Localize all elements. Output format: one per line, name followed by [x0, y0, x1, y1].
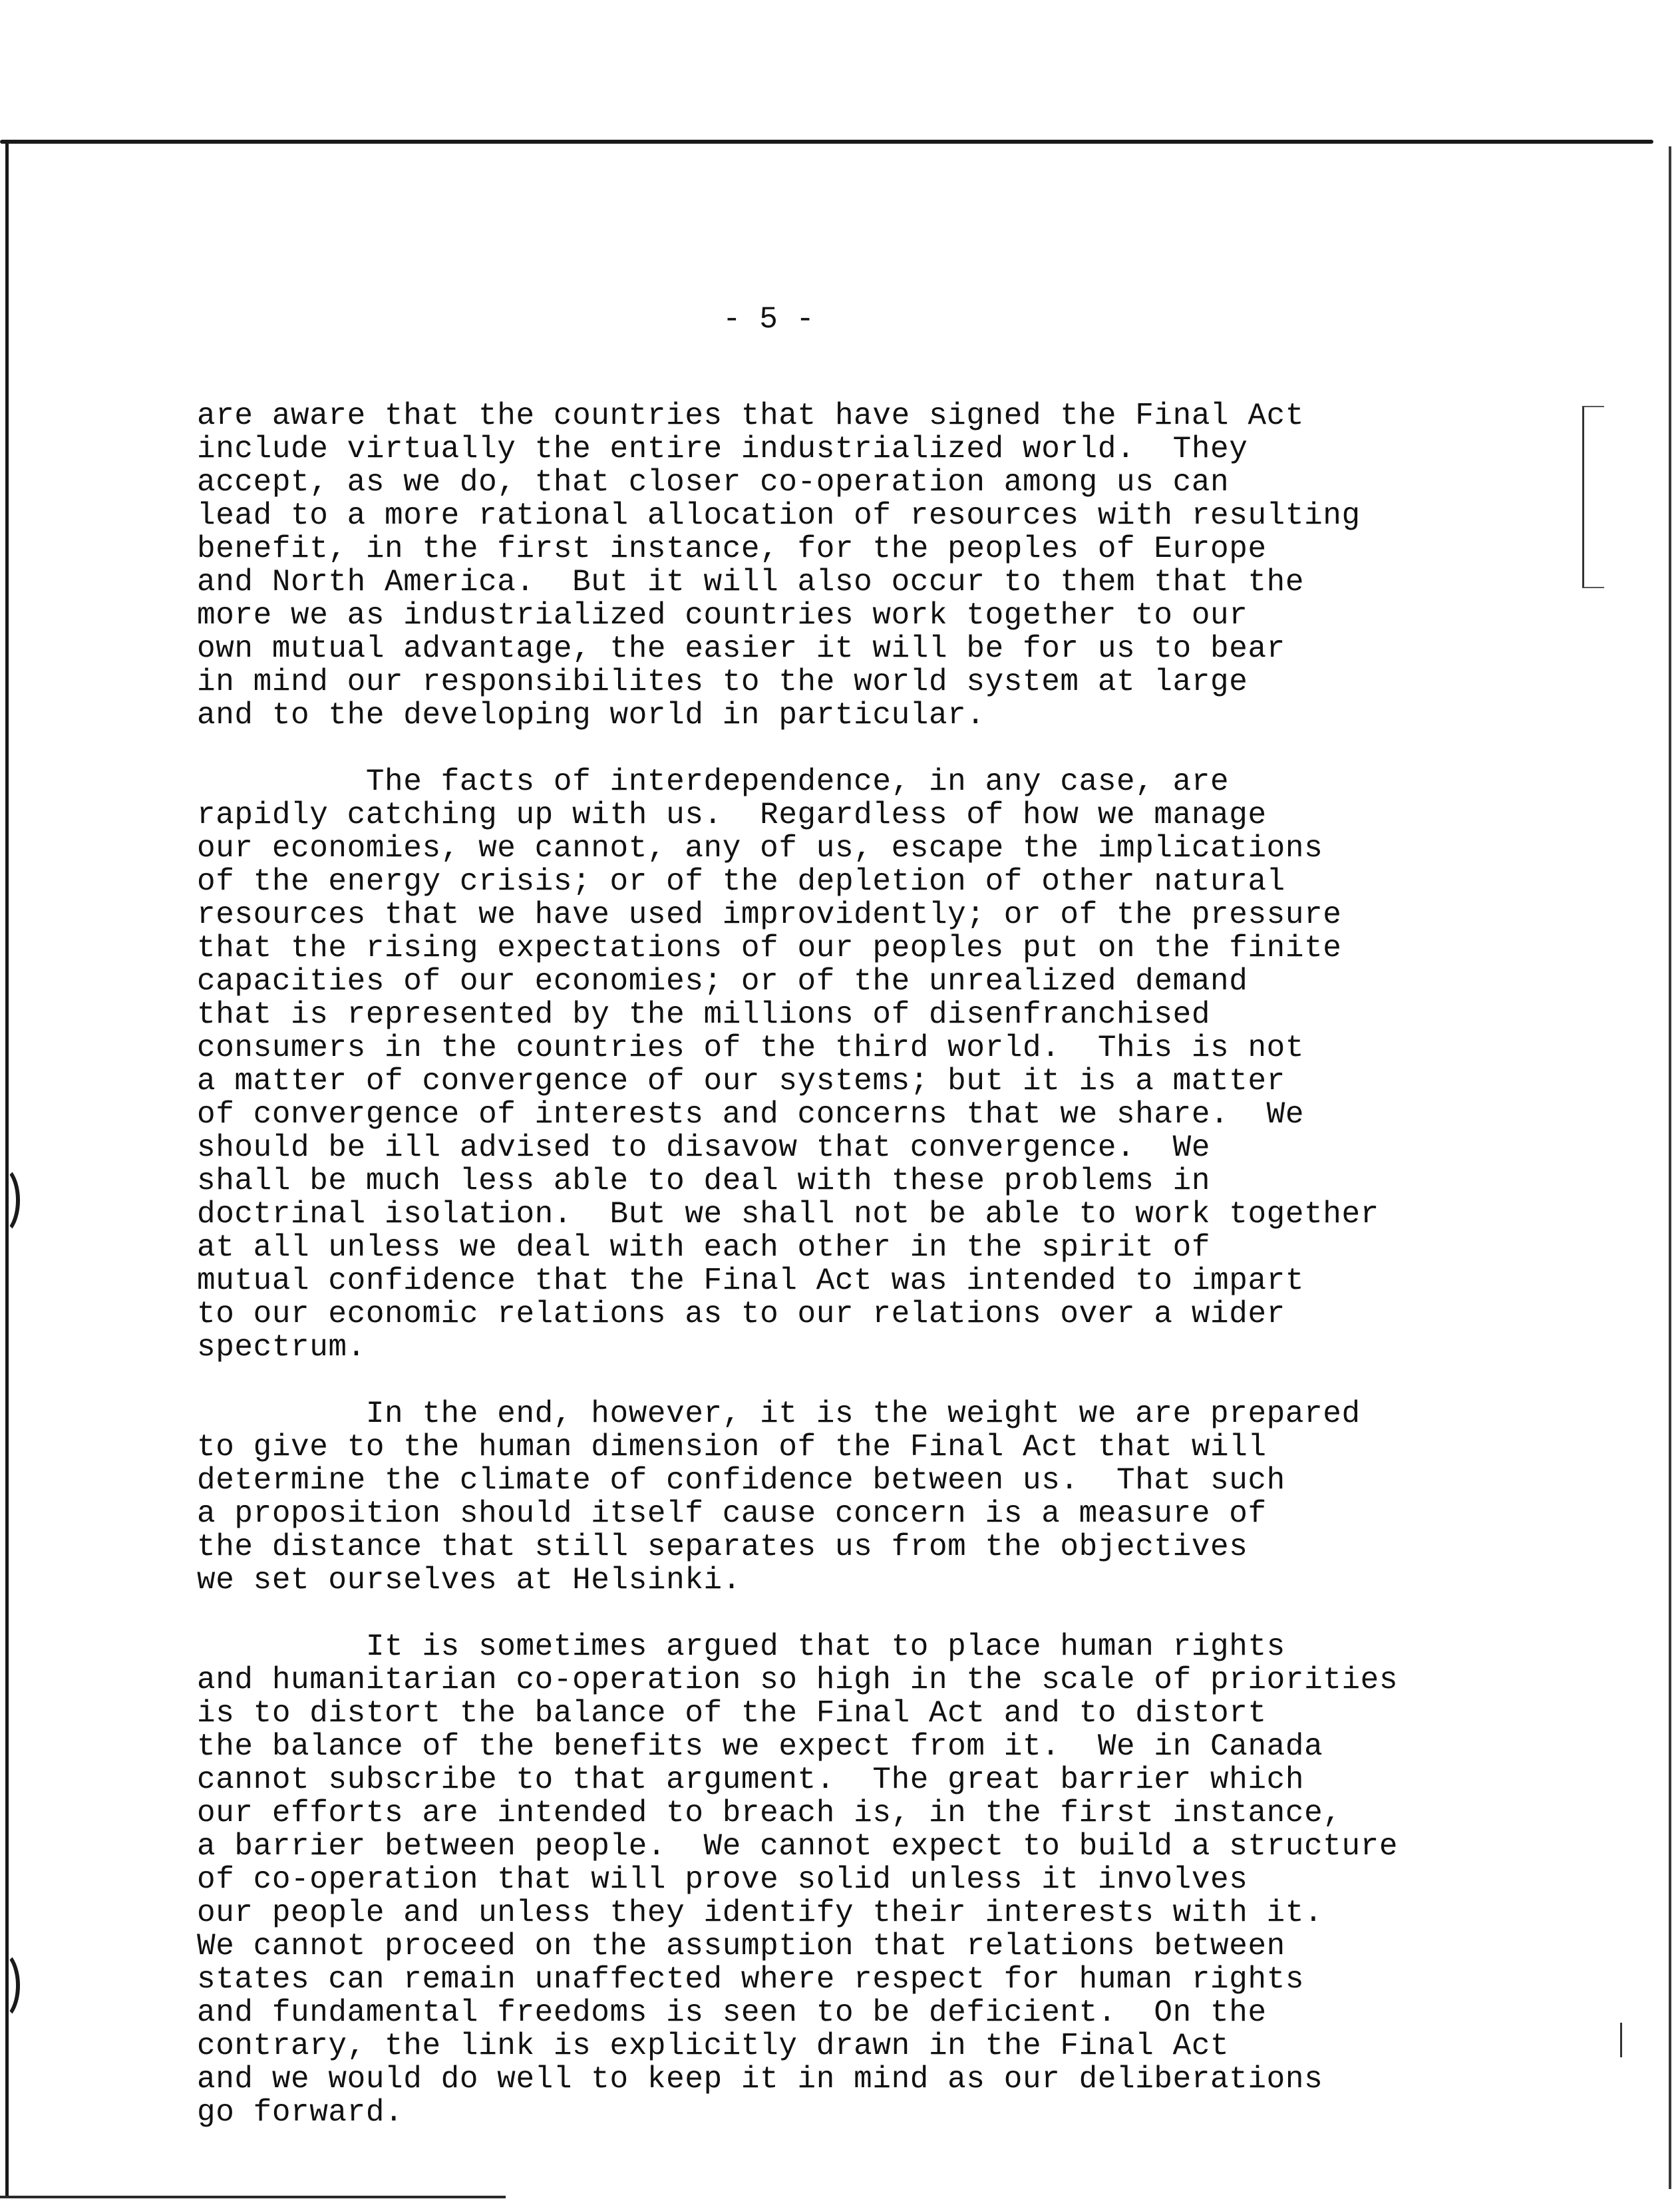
text-line: go forward.	[197, 2095, 404, 2130]
text-line: own mutual advantage, the easier it will be for us to bear	[197, 631, 1285, 666]
text-line: benefit, in the first instance, for the peoples of Europe	[197, 532, 1267, 566]
text-line: that the rising expectations of our peoples put on the finite	[197, 931, 1342, 965]
paragraph	[197, 1630, 1528, 2129]
text-line: and fundamental freedoms is seen to be deficient. On the	[197, 1995, 1267, 2030]
text-line: accept, as we do, that closer co-operation among us can	[197, 465, 1230, 500]
text-line: of convergence of interests and concerns that we share. We	[197, 1097, 1305, 1132]
scan-border-bottom	[0, 2196, 506, 2198]
text-line: a barrier between people. We cannot expect to build a structure	[197, 1829, 1399, 1864]
text-line: a matter of convergence of our systems; but it is a matter	[197, 1064, 1285, 1099]
text-line: that is represented by the millions of disenfranchised	[197, 997, 1211, 1032]
text-line: our efforts are intended to breach is, in the first instance,	[197, 1796, 1342, 1830]
text-line: contrary, the link is explicitly drawn in the Final Act	[197, 2029, 1230, 2063]
document-body	[197, 399, 1528, 2162]
paragraph	[197, 765, 1528, 1364]
margin-tick-mark	[1620, 2023, 1622, 2057]
text-line: resources that we have used improvidently; or of the pressure	[197, 898, 1342, 932]
text-line: shall be much less able to deal with these problems in	[197, 1164, 1211, 1198]
text-line: and North America. But it will also occur to them that the	[197, 565, 1305, 599]
binder-hole-mark	[0, 1164, 20, 1236]
text-line: and we would do well to keep it in mind as our deliberations	[197, 2062, 1323, 2097]
text-line: capacities of our economies; or of the unrealized demand	[197, 964, 1248, 999]
text-line: the distance that still separates us from the objectives	[197, 1530, 1248, 1564]
text-line: are aware that the countries that have signed the Final Act	[197, 399, 1305, 433]
scan-border-right	[1669, 146, 1671, 2189]
text-line: consumers in the countries of the third world. This is not	[197, 1031, 1305, 1065]
text-line: and to the developing world in particular.	[197, 698, 985, 733]
margin-bracket-mark	[1582, 406, 1604, 588]
text-line: the balance of the benefits we expect from it. We in Canada	[197, 1729, 1323, 1764]
text-line: is to distort the balance of the Final Act and to distort	[197, 1696, 1267, 1731]
text-line: states can remain unaffected where respect for human rights	[197, 1962, 1305, 1997]
text-line: and humanitarian co-operation so high in the scale of priorities	[197, 1663, 1399, 1697]
text-line: our economies, we cannot, any of us, escape the implications	[197, 831, 1323, 866]
scan-border-top	[0, 140, 1653, 144]
text-line: of the energy crisis; or of the depletion of other natural	[197, 864, 1285, 899]
text-line: In the end, however, it is the weight we are prepared	[197, 1397, 1361, 1431]
text-line: cannot subscribe to that argument. The great barrier which	[197, 1763, 1305, 1797]
text-line: include virtually the entire industrialized world. They	[197, 432, 1248, 466]
binder-hole-mark	[0, 1950, 20, 2021]
text-line: determine the climate of confidence between us. That such	[197, 1463, 1285, 1498]
text-line: at all unless we deal with each other in the spirit of	[197, 1230, 1211, 1265]
text-line: mutual confidence that the Final Act was intended to impart	[197, 1264, 1305, 1298]
text-line: lead to a more rational allocation of resources with resulting	[197, 498, 1361, 533]
text-line: our people and unless they identify their interests with it.	[197, 1896, 1323, 1930]
paragraph	[197, 1397, 1528, 1597]
text-line: doctrinal isolation. But we shall not be able to work together	[197, 1197, 1379, 1232]
text-line: We cannot proceed on the assumption that relations between	[197, 1929, 1285, 1963]
text-line: in mind our responsibilites to the world system at large	[197, 665, 1248, 699]
text-line: of co-operation that will prove solid unless it involves	[197, 1862, 1248, 1897]
text-line: rapidly catching up with us. Regardless of how we manage	[197, 798, 1267, 832]
text-line: spectrum.	[197, 1330, 366, 1365]
text-line: we set ourselves at Helsinki.	[197, 1563, 741, 1598]
text-line: should be ill advised to disavow that convergence. We	[197, 1130, 1211, 1165]
text-line: The facts of interdependence, in any case, are	[197, 764, 1230, 799]
text-line: It is sometimes argued that to place human rights	[197, 1629, 1285, 1664]
text-line: a proposition should itself cause concern is a measure of	[197, 1496, 1267, 1531]
page-number: - 5 -	[722, 302, 815, 337]
text-line: to give to the human dimension of the Final Act that will	[197, 1430, 1267, 1464]
text-line: more we as industrialized countries work together to our	[197, 598, 1248, 633]
paragraph	[197, 399, 1528, 732]
text-line: to our economic relations as to our relations over a wider	[197, 1297, 1285, 1331]
